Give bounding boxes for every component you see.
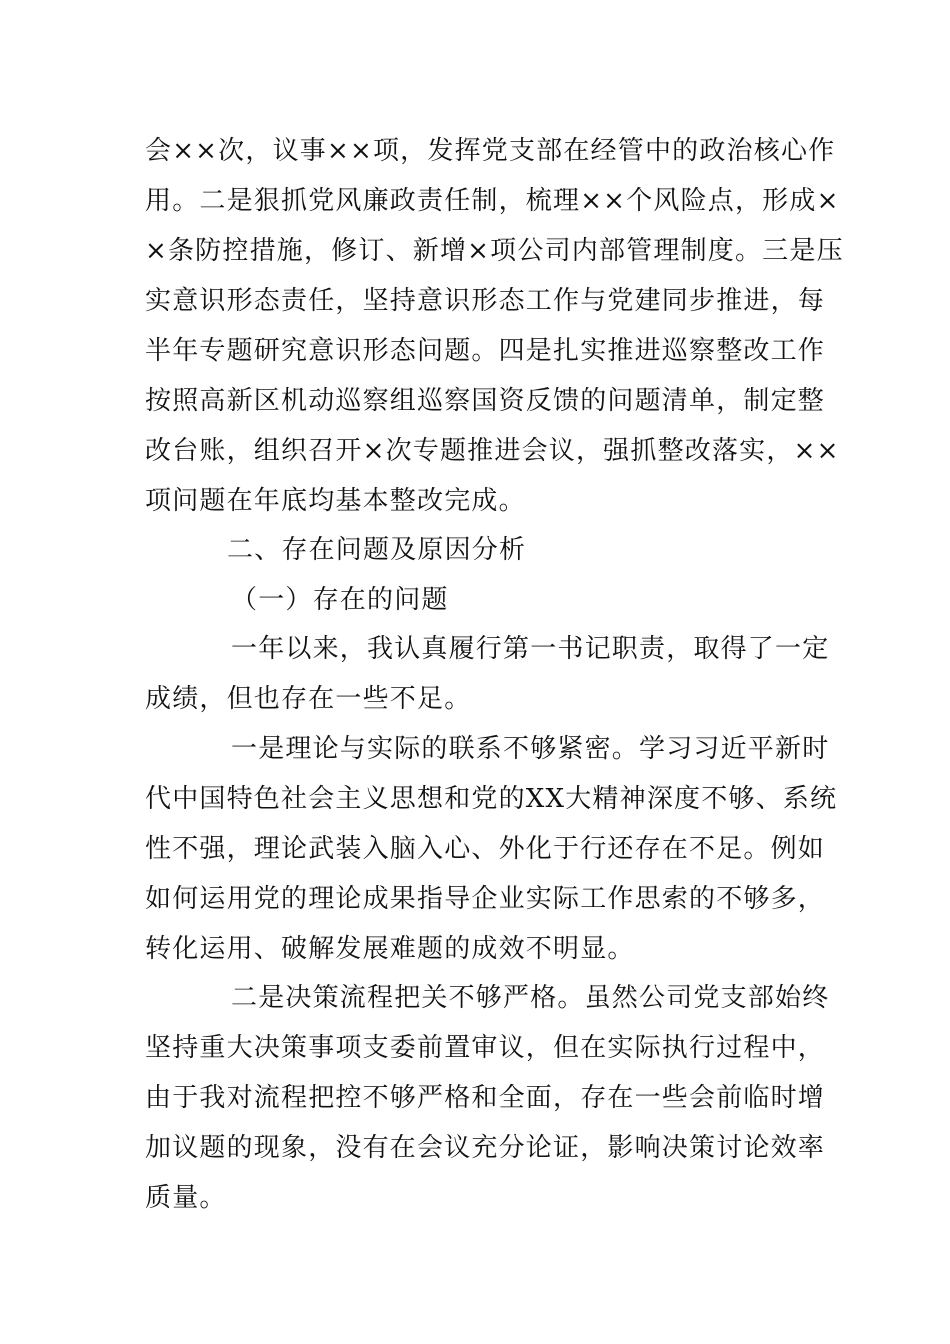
text-line: 性不强，理论武装入脑入心、外化于行还存在不足。例如 bbox=[145, 834, 826, 864]
text-line: 质量。 bbox=[145, 1183, 227, 1213]
text-line: 改台账，组织召开×次专题推进会议，强抓整改落实，×× bbox=[145, 436, 840, 466]
section-heading: 二、存在问题及原因分析 bbox=[227, 535, 527, 565]
text-line: 转化运用、破解发展难题的成效不明显。 bbox=[145, 934, 635, 964]
text-line: 会××次，议事××项，发挥党支部在经管中的政治核心作 bbox=[145, 136, 836, 166]
text-line: 一是理论与实际的联系不够紧密。学习习近平新时 bbox=[231, 734, 830, 764]
text-line: 按照高新区机动巡察组巡察国资反馈的问题清单，制定整 bbox=[145, 386, 826, 416]
text-line: 由于我对流程把控不够严格和全面，存在一些会前临时增 bbox=[145, 1083, 826, 1113]
text-line: 用。二是狠抓党风廉政责任制，梳理××个风险点，形成× bbox=[145, 186, 840, 216]
subsection-heading: （一）存在的问题 bbox=[231, 585, 449, 615]
text-line: 半年专题研究意识形态问题。四是扎实推进巡察整改工作 bbox=[145, 336, 826, 366]
text-line: 一年以来，我认真履行第一书记职责，取得了一定 bbox=[231, 634, 830, 664]
text-line: 代中国特色社会主义思想和党的XX大精神深度不够、系统 bbox=[145, 784, 838, 814]
text-line: 坚持重大决策事项支委前置审议，但在实际执行过程中， bbox=[145, 1033, 826, 1063]
text-line: 成绩，但也存在一些不足。 bbox=[145, 684, 472, 714]
text-line: 加议题的现象，没有在会议充分论证，影响决策讨论效率 bbox=[145, 1133, 826, 1163]
text-line: 实意识形态责任，坚持意识形态工作与党建同步推进，每 bbox=[145, 286, 826, 316]
text-line: 如何运用党的理论成果指导企业实际工作思索的不够多， bbox=[145, 884, 826, 914]
text-line: 项问题在年底均基本整改完成。 bbox=[145, 486, 526, 516]
text-line: 二是决策流程把关不够严格。虽然公司党支部始终 bbox=[231, 983, 830, 1013]
text-line: ×条防控措施，修订、新增×项公司内部管理制度。三是压 bbox=[145, 236, 844, 266]
